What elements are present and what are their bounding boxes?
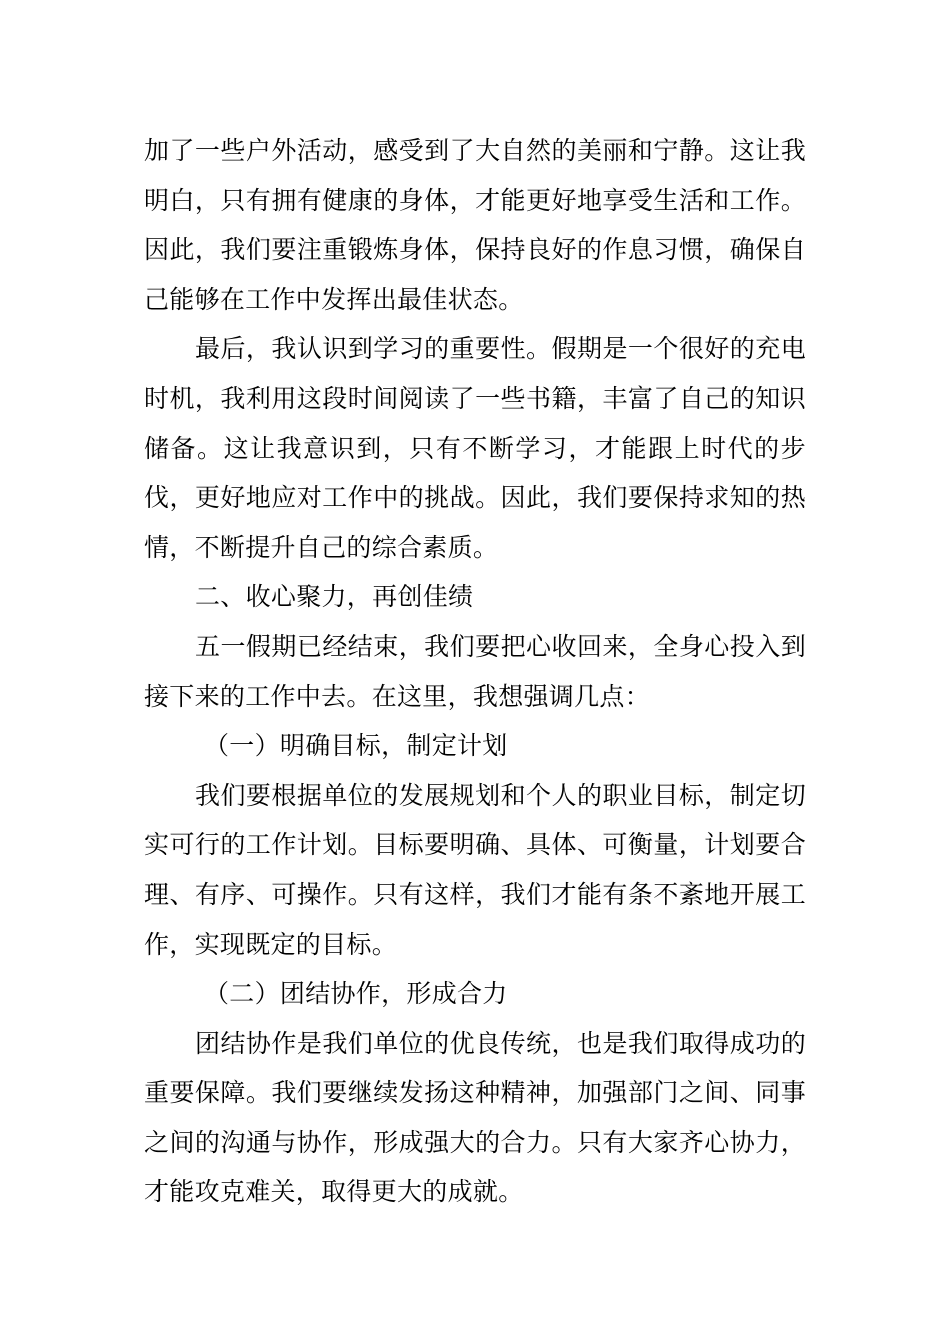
- subheading-teamwork: （二）团结协作，形成合力: [204, 979, 508, 1009]
- subheading-goals: （一）明确目标，制定计划: [204, 731, 508, 761]
- paragraph-teamwork: 团结协作是我们单位的优良传统，也是我们取得成功的重要保障。我们要继续发扬这种精神，加强部门之间、同事之间的沟通与协作，形成强大的合力。只有大家齐心协力，才能攻克难关，取得更大的成就。: [144, 1028, 806, 1207]
- paragraph-goals: 我们要根据单位的发展规划和个人的职业目标，制定切实可行的工作计划。目标要明确、具体、可衡量，计划要合理、有序、可操作。只有这样，我们才能有条不紊地开展工作，实现既定的目标。: [144, 780, 806, 959]
- paragraph-intro: 五一假期已经结束，我们要把心收回来，全身心投入到接下来的工作中去。在这里，我想强调几点：: [144, 631, 806, 711]
- paragraph-continuation: 加了一些户外活动，感受到了大自然的美丽和宁静。这让我明白，只有拥有健康的身体，才能更好地享受生活和工作。因此，我们要注重锻炼身体，保持良好的作息习惯，确保自己能够在工作中发挥出最佳状态。: [144, 136, 806, 314]
- paragraph-learning: 最后，我认识到学习的重要性。假期是一个很好的充电时机，我利用这段时间阅读了一些书籍，丰富了自己的知识储备。这让我意识到，只有不断学习，才能跟上时代的步伐，更好地应对工作中的挑战。因此，我们要保持求知的热情，不断提升自己的综合素质。: [144, 334, 806, 562]
- section-heading: 二、收心聚力，再创佳绩: [195, 582, 474, 612]
- document-body: [144, 126, 806, 1217]
